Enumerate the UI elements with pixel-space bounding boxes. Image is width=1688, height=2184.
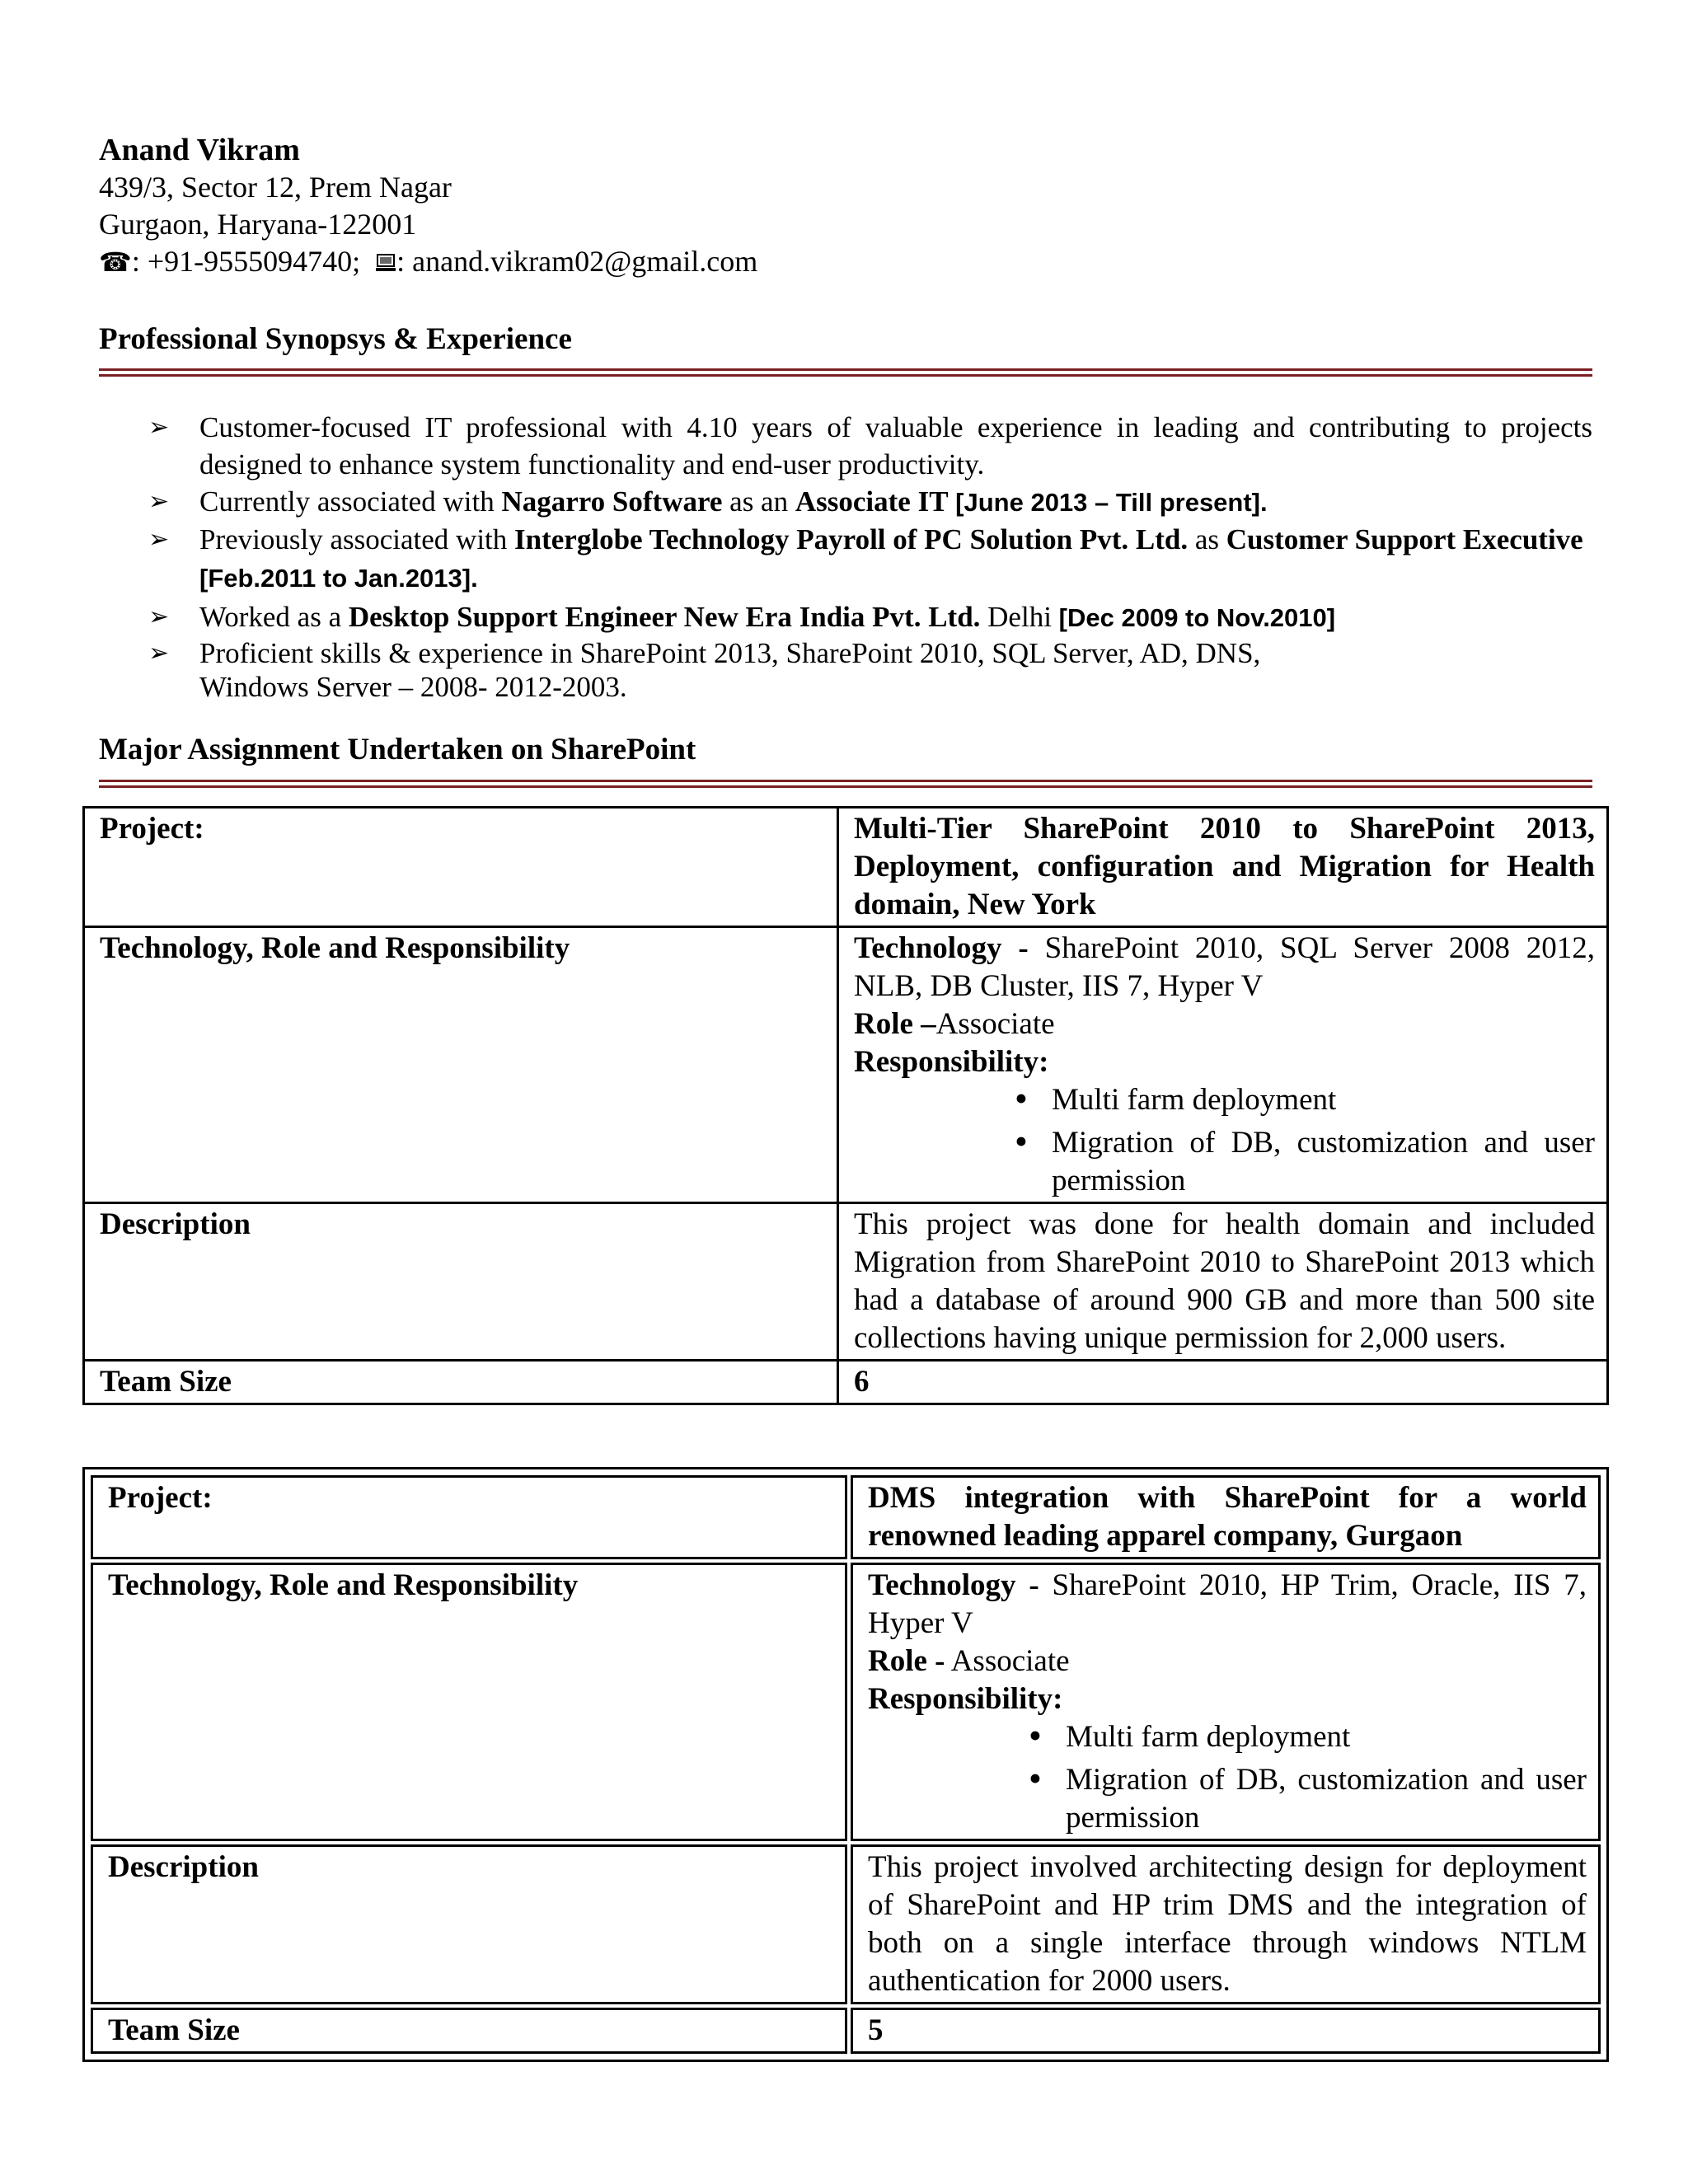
- synopsis-bullet: ➢ Previously associated with Interglobe Technology Payroll of PC Solution Pvt. Ltd. as Customer Support Executive [Feb.2011 to Jan.2013].: [148, 521, 1592, 597]
- responsibility-list: [868, 1718, 1587, 1837]
- table-row: [85, 808, 1609, 928]
- team-size-value: 5: [851, 2008, 1601, 2054]
- synopsis-list: [148, 409, 1592, 704]
- responsibility-title: Responsibility:: [854, 1045, 1049, 1079]
- table-row: [85, 1204, 1609, 1361]
- list-item: • Multi farm deployment: [1052, 1081, 1595, 1119]
- description-text: This project involved architecting design for deployment of SharePoint and HP trim DMS and the integration of both on a single interface through windows NTLM authentication for 2000 users.: [851, 1844, 1601, 2004]
- contact-block: [99, 132, 757, 281]
- table-row: [91, 2008, 1601, 2054]
- arrow-bullet-icon: ➢: [148, 602, 170, 631]
- table-row: [91, 1563, 1601, 1841]
- project-table: [82, 806, 1609, 1405]
- section-divider: [99, 780, 1592, 789]
- team-size-label: Team Size: [91, 2008, 847, 2054]
- phone-icon: ☎: [99, 246, 132, 278]
- address-line-1: 439/3, Sector 12, Prem Nagar: [99, 171, 452, 204]
- description-label: Description: [91, 1844, 847, 2004]
- description-label: Description: [85, 1204, 839, 1361]
- synopsis-bullet: ➢ Customer-focused IT professional with 4.10 years of valuable experience in leading and contributing to projects designed to enhance system functionality and end-user productivity.: [148, 409, 1592, 483]
- description-text: This project was done for health domain and included Migration from SharePoint 2010 to SharePoint 2013 which had a database of around 900 GB and more than 500 site collections having unique permission for 2,000 users.: [839, 1204, 1609, 1361]
- synopsis-bullet: ➢ Currently associated with Nagarro Software as an Associate IT [June 2013 – Till present].: [148, 483, 1592, 521]
- synopsis-bullet: ➢ Proficient skills & experience in SharePoint 2013, SharePoint 2010, SQL Server, AD, DNS, Windows Server – 2008- 2012-2003.: [148, 637, 1261, 703]
- table-row: [85, 928, 1609, 1204]
- responsibility-list: [854, 1081, 1595, 1200]
- phone-number: : +91-9555094740;: [131, 245, 361, 278]
- technology-line: Technology - SharePoint 2010, HP Trim, Oracle, IIS 7, Hyper V: [868, 1568, 1587, 1640]
- contact-line: [99, 243, 757, 281]
- section-divider: [99, 368, 1592, 377]
- candidate-name: Anand Vikram: [99, 133, 300, 167]
- tech-role-cell: [839, 928, 1609, 1204]
- list-item: • Multi farm deployment: [1066, 1718, 1587, 1756]
- list-item: • Migration of DB, customization and user permission: [1066, 1761, 1587, 1837]
- project-label: Project:: [85, 808, 839, 928]
- project-table: [82, 1467, 1609, 2062]
- project-label: Project:: [91, 1475, 847, 1559]
- computer-icon: [375, 244, 396, 281]
- email-address: : anand.vikram02@gmail.com: [396, 245, 758, 278]
- role-line: Role - Associate: [868, 1644, 1070, 1678]
- synopsis-heading: Professional Synopsys & Experience: [99, 322, 572, 356]
- arrow-bullet-icon: ➢: [148, 639, 170, 668]
- arrow-bullet-icon: ➢: [148, 413, 170, 442]
- tech-role-label: Technology, Role and Responsibility: [85, 928, 839, 1204]
- table-row: [91, 1475, 1601, 1559]
- tech-role-label: Technology, Role and Responsibility: [91, 1563, 847, 1841]
- role-line: Role –Associate: [854, 1007, 1055, 1041]
- table-row: [85, 1361, 1609, 1405]
- tech-role-cell: [851, 1563, 1601, 1841]
- assignments-heading: Major Assignment Undertaken on SharePoint: [99, 733, 696, 766]
- synopsis-bullet: ➢ Worked as a Desktop Support Engineer New Era India Pvt. Ltd. Delhi [Dec 2009 to Nov.2010]: [148, 598, 1592, 636]
- list-item: • Migration of DB, customization and user permission: [1052, 1124, 1595, 1200]
- arrow-bullet-icon: ➢: [148, 525, 170, 554]
- address-line-2: Gurgaon, Haryana-122001: [99, 208, 417, 241]
- team-size-value: 6: [839, 1361, 1609, 1405]
- arrow-bullet-icon: ➢: [148, 487, 170, 516]
- table-row: [91, 1844, 1601, 2004]
- technology-line: Technology - SharePoint 2010, SQL Server 2008 2012, NLB, DB Cluster, IIS 7, Hyper V: [854, 931, 1595, 1003]
- project-title: DMS integration with SharePoint for a world renowned leading apparel company, Gurgaon: [851, 1475, 1601, 1559]
- team-size-label: Team Size: [85, 1361, 839, 1405]
- project-title: Multi-Tier SharePoint 2010 to SharePoint 2013, Deployment, configuration and Migration for Health domain, New York: [839, 808, 1609, 928]
- responsibility-title: Responsibility:: [868, 1682, 1063, 1716]
